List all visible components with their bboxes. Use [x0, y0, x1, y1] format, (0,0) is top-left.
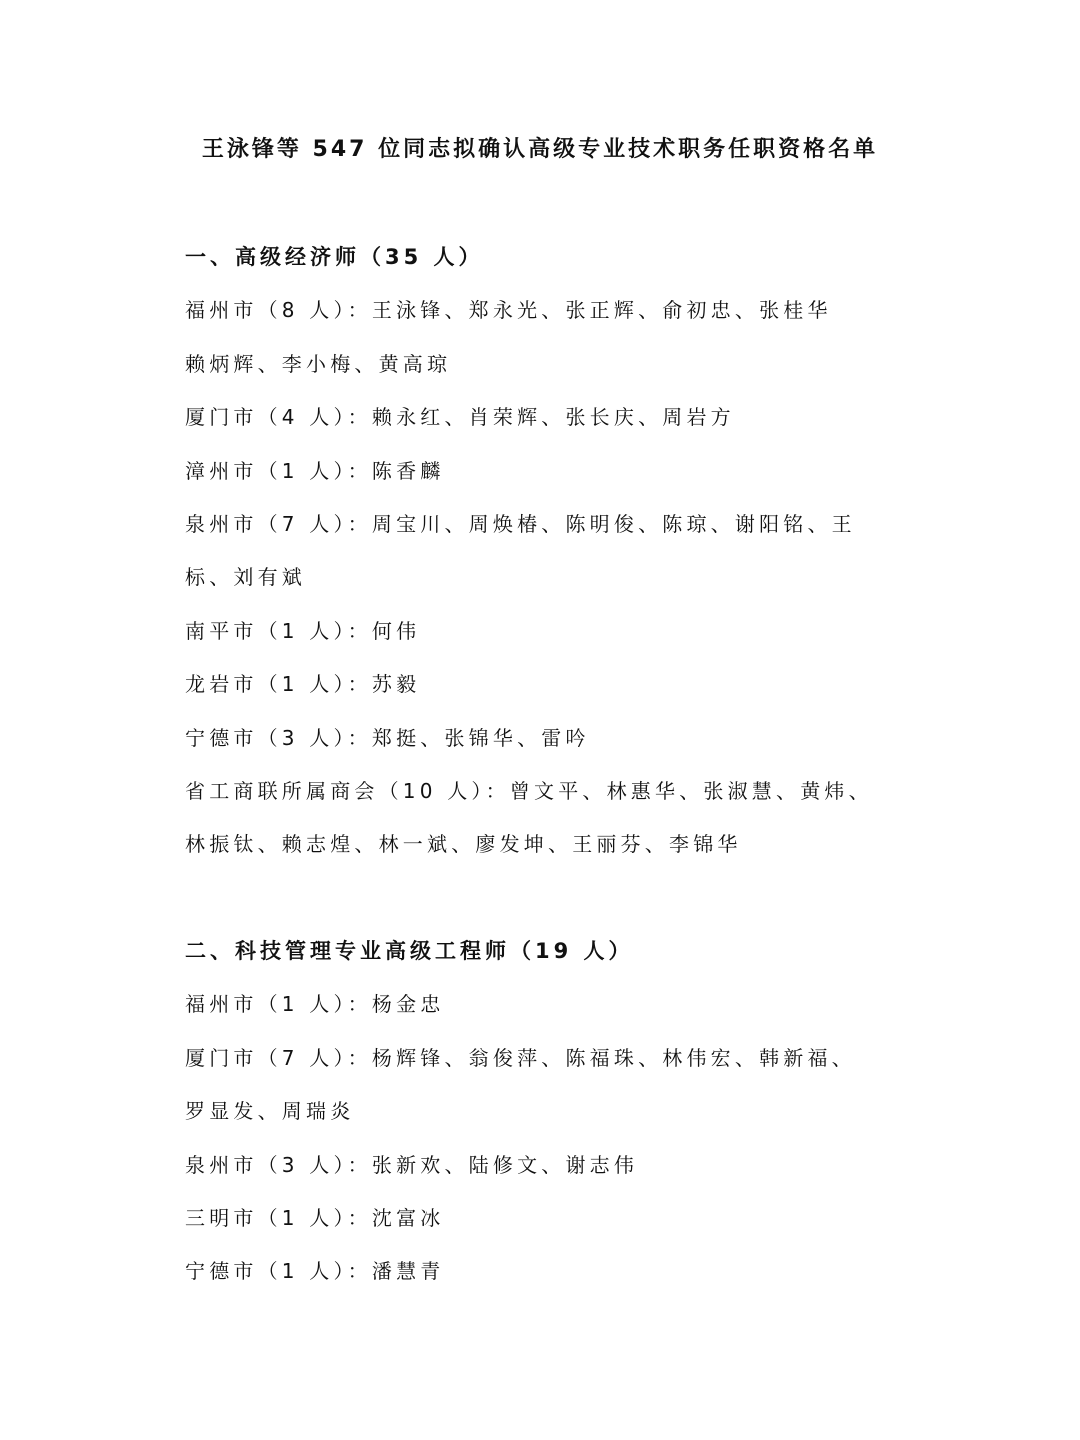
document-title: 王泳锋等 547 位同志拟确认高级专业技术职务任职资格名单	[201, 137, 879, 162]
list-line: 泉州市（3 人）：张新欢、陆修文、谢志伟	[185, 1152, 639, 1177]
list-line: 三明市（1 人）：沈富冰	[185, 1205, 445, 1230]
list-line: 林振钛、赖志煌、林一斌、廖发坤、王丽芬、李锦华	[185, 832, 742, 857]
list-line: 福州市（8 人）：王泳锋、郑永光、张正辉、俞初忠、张桂华	[185, 298, 832, 323]
name-list	[185, 988, 925, 1308]
list-line: 泉州市（7 人）：周宝川、周焕椿、陈明俊、陈琼、谢阳铭、王	[185, 511, 856, 536]
list-line: 福州市（1 人）：杨金忠	[185, 992, 445, 1017]
list-line: 罗显发、周瑞炎	[185, 1099, 355, 1124]
list-line: 厦门市（7 人）：杨辉锋、翁俊萍、陈福珠、林伟宏、韩新福、	[185, 1045, 856, 1070]
section-tech-management-engineer	[185, 935, 925, 1309]
list-line: 赖炳辉、李小梅、黄高琼	[185, 351, 452, 376]
list-line: 南平市（1 人）：何伟	[185, 618, 421, 643]
list-line: 省工商联所属商会（10 人）：曾文平、林惠华、张淑慧、黄炜、	[185, 778, 873, 803]
list-line: 宁德市（1 人）：潘慧青	[185, 1259, 445, 1284]
section-heading: 一、高级经济师（35 人）	[185, 245, 484, 269]
list-line: 厦门市（4 人）：赖永红、肖荣辉、张长庆、周岩方	[185, 405, 735, 430]
list-line: 漳州市（1 人）：陈香麟	[185, 458, 445, 483]
section-heading: 二、科技管理专业高级工程师（19 人）	[185, 939, 634, 963]
list-line: 宁德市（3 人）：郑挺、张锦华、雷吟	[185, 725, 590, 750]
list-line: 标、刘有斌	[185, 565, 306, 590]
name-list	[185, 294, 925, 881]
section-senior-economist	[185, 241, 925, 882]
list-line: 龙岩市（1 人）：苏毅	[185, 672, 421, 697]
